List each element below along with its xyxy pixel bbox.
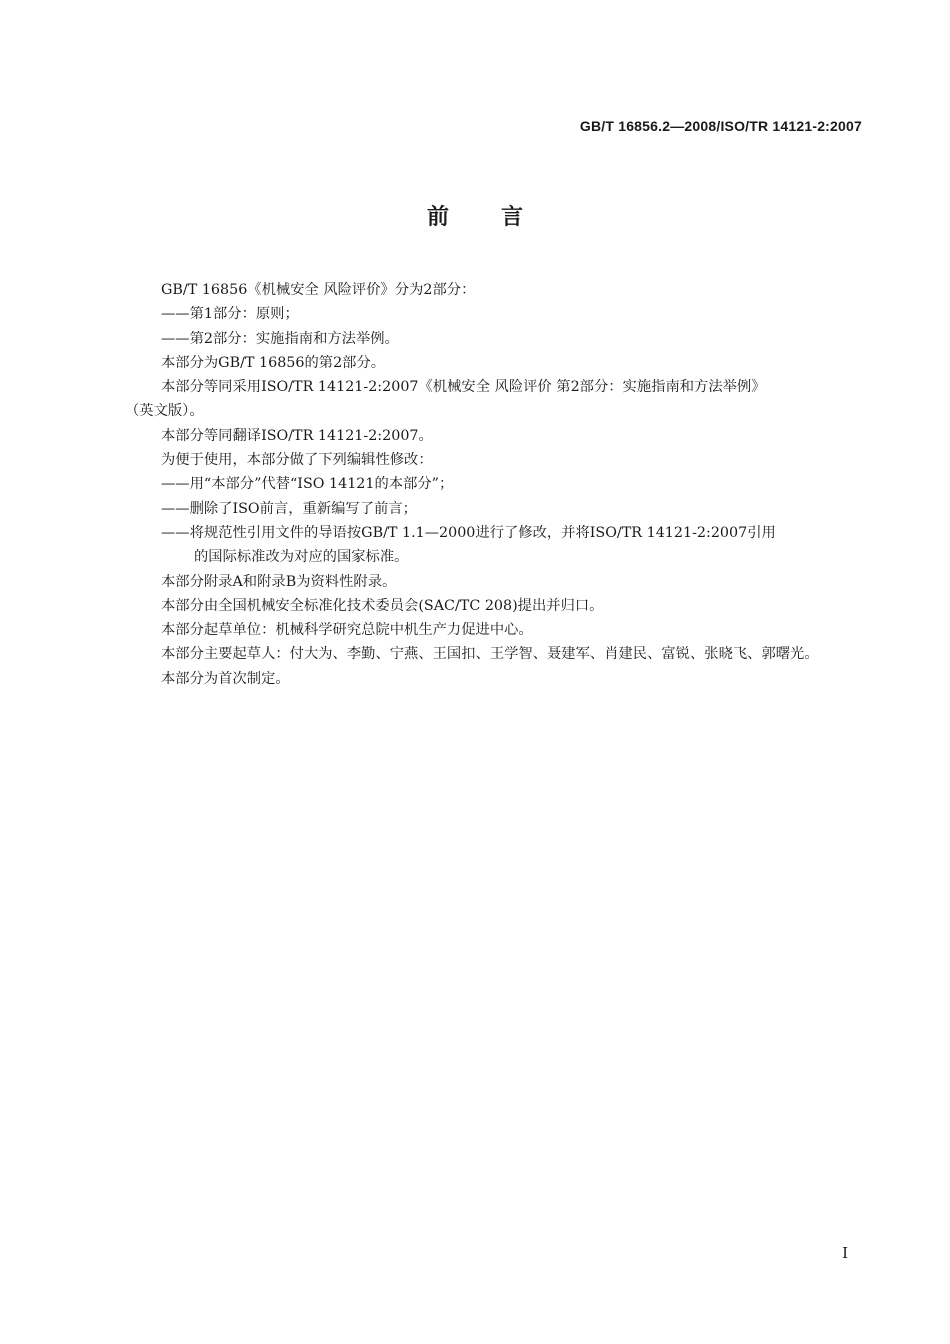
paragraph-annexes: 本部分附录A和附录B为资料性附录。 xyxy=(161,573,397,590)
page-number: I xyxy=(842,1244,848,1262)
list-item-part-2: ——第2部分：实施指南和方法举例。 xyxy=(161,330,399,347)
paragraph-drafters: 本部分主要起草人：付大为、李勤、宁燕、王国扣、王学智、聂建军、肖建民、富锐、张晓飞、郭曙光。 xyxy=(161,646,819,663)
foreword-body xyxy=(125,278,865,691)
list-item-edit-1: ——用“本部分”代替“ISO 14121的本部分”； xyxy=(161,476,454,493)
paragraph-scope: 本部分为GB/T 16856的第2部分。 xyxy=(161,354,386,371)
paragraph-adoption: 本部分等同采用ISO/TR 14121-2:2007《机械安全 风险评价 第2部分：实施指南和方法举例》 xyxy=(161,379,766,396)
paragraph-translation: 本部分等同翻译ISO/TR 14121-2:2007。 xyxy=(161,427,433,444)
list-item-edit-2: ——删除了ISO前言，重新编写了前言； xyxy=(161,500,417,517)
list-item-part-1: ——第1部分：原则； xyxy=(161,306,299,323)
paragraph-first-edition: 本部分为首次制定。 xyxy=(161,670,290,687)
page-title: 前言 xyxy=(426,205,575,230)
paragraph-intro: GB/T 16856《机械安全 风险评价》分为2部分： xyxy=(161,282,476,298)
paragraph-drafting-unit: 本部分起草单位：机械科学研究总院中机生产力促进中心。 xyxy=(161,622,533,639)
list-item-edit-3-cont: 的国际标准改为对应的国家标准。 xyxy=(194,549,409,566)
paragraph-edits-intro: 为便于使用，本部分做了下列编辑性修改： xyxy=(161,452,433,469)
paragraph-adoption-cont: （英文版）。 xyxy=(125,403,204,420)
paragraph-proposer: 本部分由全国机械安全标准化技术委员会(SAC/TC 208)提出并归口。 xyxy=(161,597,604,614)
list-item-edit-3: ——将规范性引用文件的导语按GB/T 1.1—2000进行了修改，并将ISO/TR 14121-2:2007引用 xyxy=(161,524,776,541)
standard-code: GB/T 16856.2—2008/ISO/TR 14121-2:2007 xyxy=(579,118,862,134)
